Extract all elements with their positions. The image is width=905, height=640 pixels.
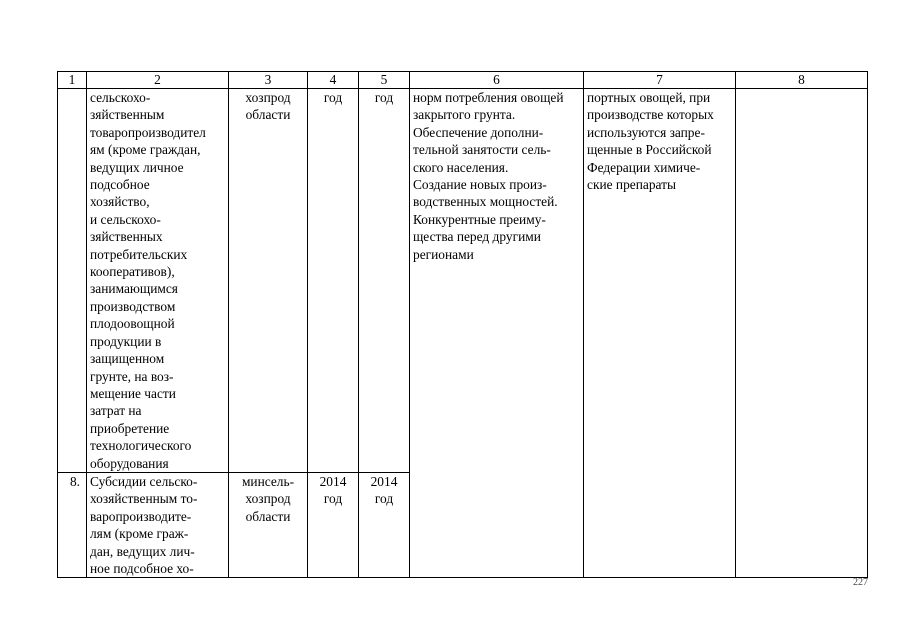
header-cell: 2 — [87, 72, 229, 89]
text-line: кооперативов), — [90, 264, 175, 280]
text-line: хозяйство, — [90, 194, 150, 210]
expected-result-cell — [410, 89, 584, 578]
text-line: защищенном — [90, 351, 165, 367]
text-line: технологического — [90, 438, 192, 454]
text-line: щенные в Российской — [587, 142, 712, 158]
header-row — [58, 72, 868, 89]
text-line: оборудования — [90, 455, 169, 471]
text-line: сельскохо- — [90, 90, 151, 105]
start-year-cell — [308, 472, 359, 577]
text-line: ям (кроме граждан, — [90, 142, 201, 158]
text-line: хозпрод — [245, 90, 291, 105]
text-line: минсель- — [241, 473, 295, 489]
note-cell — [736, 89, 868, 578]
row-number-cell: 8. — [58, 472, 87, 577]
text-line: щества перед другими — [413, 229, 541, 245]
text-line: товаропроизводител — [90, 124, 206, 140]
text-line: дан, ведущих лич- — [90, 543, 195, 559]
main-table — [57, 71, 868, 578]
text-line: потребительских — [90, 246, 188, 262]
header-cell: 7 — [584, 72, 736, 89]
text-line: 2014 — [319, 473, 347, 489]
text-line: Федерации химиче- — [587, 159, 701, 175]
responsible-executor-cell — [229, 472, 308, 577]
text-line: ное подсобное хо- — [90, 560, 194, 576]
text-line: плодоовощной — [90, 316, 175, 332]
end-year-cell — [359, 89, 410, 473]
text-line: тельной занятости сель- — [413, 142, 551, 158]
measure-description-cell — [87, 472, 229, 577]
text-line: Создание новых произ- — [413, 177, 547, 193]
continued-row — [58, 89, 868, 473]
text-line: ведущих личное — [90, 159, 184, 175]
text-line: подсобное — [90, 177, 150, 193]
text-line: занимающимся — [90, 281, 178, 297]
header-cell: 5 — [359, 72, 410, 89]
text-line: закрытого грунта. — [413, 107, 516, 123]
end-year-cell — [359, 472, 410, 577]
text-line: регионами — [413, 246, 474, 262]
text-line: портных овощей, при — [587, 90, 711, 105]
text-line: мещение части — [90, 385, 176, 401]
text-line: лям (кроме граж- — [90, 526, 189, 542]
text-line: производстве которых — [587, 107, 714, 123]
row-number-cell — [58, 89, 87, 473]
text-line: и сельскохо- — [90, 211, 161, 227]
text-line: ского населения. — [413, 159, 509, 175]
text-line: год — [374, 491, 394, 507]
text-line: приобретение — [90, 420, 170, 436]
text-line: Конкурентные преиму- — [413, 211, 546, 227]
text-line: хозпрод — [245, 491, 291, 507]
text-line: Субсидии сельско- — [90, 473, 198, 489]
header-cell: 1 — [58, 72, 87, 89]
text-line: хозяйственным то- — [90, 491, 198, 507]
text-line: области — [245, 508, 291, 524]
text-line: затрат на — [90, 403, 142, 419]
start-year-cell — [308, 89, 359, 473]
text-line: водственных мощностей. — [413, 194, 558, 210]
text-line: области — [245, 107, 291, 123]
text-line: продукции в — [90, 333, 162, 349]
header-cell: 8 — [736, 72, 868, 89]
header-cell: 3 — [229, 72, 308, 89]
text-line: год — [323, 90, 343, 105]
text-line: грунте, на воз- — [90, 368, 174, 384]
text-line: 2014 — [370, 473, 398, 489]
text-line: Обеспечение дополни- — [413, 124, 544, 140]
text-line: варопроизводите- — [90, 508, 192, 524]
header-cell: 4 — [308, 72, 359, 89]
responsible-executor-cell — [229, 89, 308, 473]
text-line: используются запре- — [587, 124, 705, 140]
header-cell: 6 — [410, 72, 584, 89]
text-line: зяйственных — [90, 229, 163, 245]
text-line: производством — [90, 298, 176, 314]
text-line: норм потребления овощей — [413, 90, 564, 105]
text-line: зяйственным — [90, 107, 165, 123]
text-line: год — [323, 491, 343, 507]
page-number: 227 — [853, 577, 868, 588]
text-line: год — [374, 90, 394, 105]
text-line: ские препараты — [587, 177, 676, 193]
consequences-cell — [584, 89, 736, 578]
measure-description-cell — [87, 89, 229, 473]
